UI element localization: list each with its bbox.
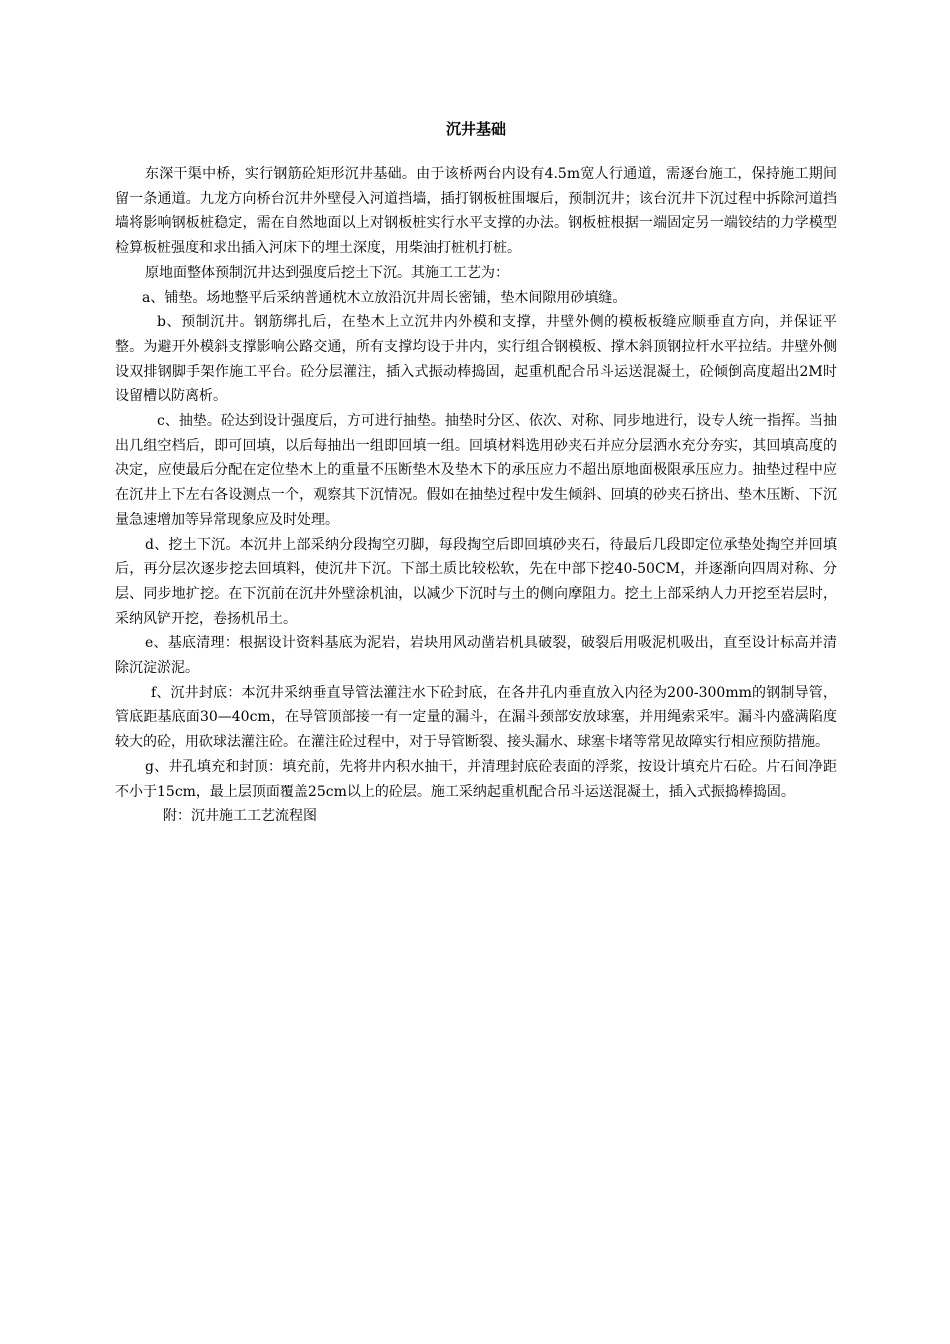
appendix-note: 附：沉井施工工艺流程图 [163, 808, 317, 825]
process-intro-paragraph: 原地面整体预制沉井达到强度后挖土下沉。其施工工艺为： [145, 264, 509, 281]
intro-paragraph: 东深干渠中桥，实行钢筋砼矩形沉井基础。由于该桥两台内设有4.5m宽人行通道，需逐台施工，保持施工期间留一条通道。九龙方向桥台沉井外壁侵入河道挡墙，插打钢板桩围堰后，预制沉井；该台沉井下沉过程中拆除河道挡墙将影响钢板桩稳定，需在自然地面以上对钢板桩实行水平支撑的办法。钢板桩根据一端固定另一端铰结的力学模型检算板桩强度和求出插入河床下的埋土深度，用柴油打桩机打桩。 [115, 166, 837, 257]
step-d-paragraph: d、挖土下沉。本沉井上部采纳分段掏空刃脚，每段掏空后即回填砂夹石，待最后几段即定位承垫处掏空并回填后，再分层次逐步挖去回填料，使沉井下沉。下部土质比较松软，先在中部下挖40-50CM，并逐渐向四周对称、分层、同步地扩挖。在下沉前在沉井外壁涂机油，以减少下沉时与土的侧向摩阻力。挖土上部采纳人力开挖至岩层时，采纳风铲开挖，卷扬机吊土。 [115, 536, 837, 627]
step-e-paragraph: e、基底清理：根据设计资料基底为泥岩，岩块用风动凿岩机具破裂，破裂后用吸泥机吸出，直至设计标高并清除沉淀淤泥。 [115, 635, 837, 677]
step-c-paragraph: c、抽垫。砼达到设计强度后，方可进行抽垫。抽垫时分区、依次、对称、同步地进行，设专人统一指挥。当抽出几组空档后，即可回填，以后每抽出一组即回填一组。回填材料选用砂夹石并应分层洒水充分夯实，其回填高度的决定，应使最后分配在定位垫木上的重量不压断垫木及垫木下的承压应力不超出原地面极限承压应力。抽垫过程中应在沉井上下左右各设测点一个，观察其下沉情况。假如在抽垫过程中发生倾斜、回填的砂夹石挤出、垫木压断、下沉量急速增加等异常现象应及时处理。 [115, 413, 837, 528]
step-g-paragraph: g、井孔填充和封顶：填充前，先将井内积水抽干，并清理封底砼表面的浮浆，按设计填充片石砼。片石间净距不小于15cm，最上层顶面覆盖25cm以上的砼层。施工采纳起重机配合吊斗运送混凝土，插入式振捣棒捣固。 [115, 758, 837, 800]
document-title: 沉井基础 [445, 120, 506, 138]
step-a-paragraph: a、铺垫。场地整平后采纳普通枕木立放沿沉井周长密铺，垫木间隙用砂填缝。 [142, 289, 627, 306]
step-b-paragraph: b、预制沉井。钢筋绑扎后，在垫木上立沉井内外模和支撑，井壁外侧的模板板缝应顺垂直方向，并保证平整。为避开外模斜支撑影响公路交通，所有支撑均设于井内，实行组合钢模板、撑木斜顶钢拉杆水平拉结。井壁外侧设双排钢脚手架作施工平台。砼分层灌注，插入式振动棒捣固，起重机配合吊斗运送混凝土，砼倾倒高度超出2M时设留槽以防离析。 [115, 314, 837, 405]
step-f-paragraph: f、沉井封底：本沉井采纳垂直导管法灌注水下砼封底，在各井孔内垂直放入内径为200-300mm的钢制导管，管底距基底面30—40cm，在导管顶部接一有一定量的漏斗，在漏斗颈部安放球塞，并用绳索采牢。漏斗内盛满陷度较大的砼，用砍球法灌注砼。在灌注砼过程中，对于导管断裂、接头漏水、球塞卡堵等常见故障实行相应预防措施。 [115, 684, 837, 751]
document-page [115, 118, 837, 829]
